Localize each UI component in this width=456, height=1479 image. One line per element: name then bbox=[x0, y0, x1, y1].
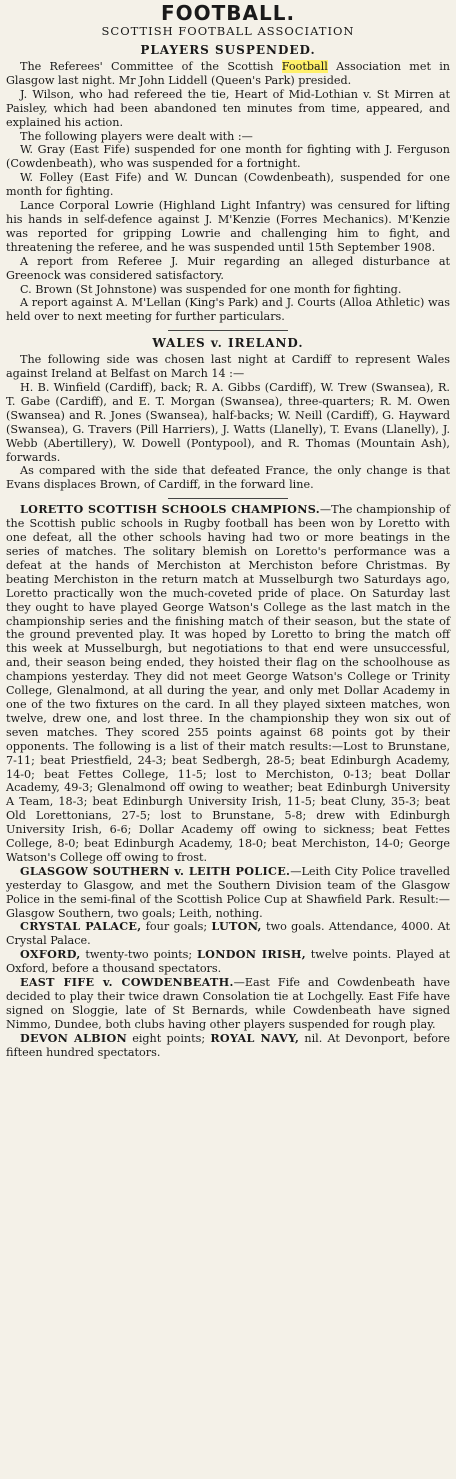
text: twenty-two points; bbox=[80, 948, 198, 962]
text: eight points; bbox=[127, 1031, 211, 1045]
paragraph: A report from Referee J. Muir regarding an alleged disturbance at Greenock was considered satisfactory. bbox=[6, 254, 450, 282]
article-lead: GLASGOW SOUTHERN v. LEITH POLICE. bbox=[20, 863, 291, 878]
article-body: —The championship of the Scottish public schools in Rugby football has been won by Loretto with one defeat, all the other schools having had two or more beatings in the series of matches. The solitary blemish on Loretto's performance was a defeat at the hands of Merchiston at Merchiston before Christmas. By beating Merchiston in the return match at Musselburgh two Saturdays ago, Loretto practically won the much-coveted pride of place. On Saturday last they ought to have played George Watson's College as the last match in the championship series and the finishing match of their season, but the state of the ground prevented play. It was hoped by Loretto to bring the match off this week at Musselburgh, but negotiations to that end were unsuccessful, and, their season being ended, they hoisted their flag on the schoolhouse as champions yesterday. They did not meet George Watson's College or Trinity College, Glenalmond, at all during the year, and only met Dollar Academy in one of the two fixtures on the card. In all they played sixteen matches, won twelve, drew one, and lost three. In the championship they won six out of seven matches. They scored 255 points against 68 points got by their opponents. The following is a list of their match results:—Lost to Brunstane, 7-11; beat Priestfield, 24-3; beat Sedbergh, 28-5; beat Edinburgh Academy, 14-0; beat Fettes College, 11-5; lost to Merchiston, 0-13; beat Dollar Academy, 49-3; Glenalmond off owing to weather; beat Edinburgh University A Team, 18-3; beat Edinburgh University Irish, 11-5; beat Cluny, 35-3; beat Old Lorettonians, 27-5; lost to Brunstane, 5-8; drew with Edinburgh University Irish, 6-6; Dollar Academy off owing to sickness; beat Fettes College, 8-0; beat Edinburgh Academy, 18-0; beat Merchiston, 14-0; George Watson's College off owing to frost. bbox=[6, 503, 450, 864]
text: The Referees' Committee of the Scottish bbox=[20, 60, 282, 73]
paragraph: C. Brown (St Johnstone) was suspended for one month for fighting. bbox=[20, 282, 402, 296]
article-lead: LORETTO SCOTTISH SCHOOLS CHAMPIONS. bbox=[20, 502, 320, 517]
text: Association met in Glasgow last night. Mr John Liddell (Queen's Park) presided. bbox=[6, 60, 450, 87]
paragraph: A report against A. M'Lellan (King's Park) and J. Courts (Alloa Athletic) was held over to next meeting for further particulars. bbox=[6, 296, 450, 324]
article-devon-albion bbox=[6, 1032, 450, 1060]
article-lead: OXFORD, bbox=[20, 947, 81, 962]
paragraph: H. B. Winfield (Cardiff), back; R. A. Gibbs (Cardiff), W. Trew (Swansea), R. T. Gabe (Cardiff), and E. T. Morgan (Swansea), three-quarters; R. M. Owen (Swansea) and R. Jones (Swansea), half-backs; W. Neill (Cardiff), G. Hayward (Swansea), G. Travers (Pill Harriers), J. Watts (Llanelly), T. Evans (Llanelly), J. Webb (Abertillery), W. Dowell (Pontypool), and R. Thomas (Mountain Ash), forwards. bbox=[6, 381, 450, 464]
article-body: twelve points. Played at Oxford, before a thousand spectators. bbox=[6, 948, 450, 976]
paragraph bbox=[6, 60, 450, 88]
paragraph bbox=[6, 503, 450, 865]
highlighted-term: Football bbox=[281, 60, 328, 73]
paragraph: W. Folley (East Fife) and W. Duncan (Cowdenbeath), suspended for one month for fighting. bbox=[6, 171, 450, 199]
paragraph: As compared with the side that defeated France, the only change is that Evans displaces Brown, of Cardiff, in the forward line. bbox=[6, 464, 450, 492]
section-heading: PLAYERS SUSPENDED. bbox=[140, 43, 316, 57]
paragraph bbox=[6, 920, 450, 948]
article-lead: DEVON ALBION bbox=[20, 1030, 128, 1045]
paragraph bbox=[6, 1032, 450, 1060]
article-body: two goals. Attendance, 4000. At Crystal Palace. bbox=[6, 920, 450, 948]
paragraph bbox=[6, 865, 450, 921]
text: four goals; bbox=[141, 920, 212, 934]
article-body: —East Fife and Cowdenbeath have decided to play their twice drawn Consolation tie at Lochgelly. East Fife have signed on Sloggie, late of St Bernards, while Cowdenbeath have signed Nimmo, Dundee, both clubs having other players suspended for rough play. bbox=[6, 976, 450, 1031]
paragraph: The following side was chosen last night at Cardiff to represent Wales against Ireland at Belfast on March 14 :— bbox=[6, 353, 450, 381]
paragraph bbox=[6, 976, 450, 1032]
article-lead: EAST FIFE v. COWDENBEATH. bbox=[20, 975, 234, 990]
paragraph: Lance Corporal Lowrie (Highland Light Infantry) was censured for lifting his hands in self-defence against J. M'Kenzie (Forres Mechanics). M'Kenzie was reported for gripping Lowrie and challenging him to fight, and threatening the referee, and he was suspended until 15th September 1908. bbox=[6, 199, 450, 254]
article-crystal-palace bbox=[6, 920, 450, 948]
article-body: —Leith City Police travelled yesterday to Glasgow, and met the Southern Division team of the Glasgow Police in the semi-final of the Scottish Police Cup at Shawfield Park. Result:—Glasgow Southern, two goals; Leith, nothing. bbox=[6, 864, 450, 920]
article-wales-ireland bbox=[6, 335, 450, 492]
article-lead-2: LUTON, bbox=[211, 919, 262, 934]
section-divider bbox=[168, 330, 288, 331]
paragraph bbox=[6, 948, 450, 976]
article-glasgow-leith bbox=[6, 865, 450, 921]
article-loretto bbox=[6, 503, 450, 865]
article-east-fife bbox=[6, 976, 450, 1032]
paragraph: The following players were dealt with :— bbox=[20, 129, 253, 143]
article-lead: CRYSTAL PALACE, bbox=[20, 919, 142, 934]
article-players-suspended bbox=[6, 42, 450, 324]
article-lead-2: ROYAL NAVY, bbox=[210, 1030, 300, 1045]
article-oxford bbox=[6, 948, 450, 976]
page-title: FOOTBALL. bbox=[160, 1, 296, 25]
paragraph: J. Wilson, who had refereed the tie, Heart of Mid-Lothian v. St Mirren at Paisley, which had been abandoned ten minutes from time, appeared, and explained his action. bbox=[6, 87, 450, 129]
article-lead-2: LONDON IRISH, bbox=[197, 947, 306, 962]
paragraph: W. Gray (East Fife) suspended for one month for fighting with J. Ferguson (Cowdenbeath), who was suspended for a fortnight. bbox=[6, 143, 450, 171]
article-body: nil. At Devonport, before fifteen hundred spectators. bbox=[6, 1031, 450, 1059]
section-divider bbox=[168, 498, 288, 499]
page-subtitle: SCOTTISH FOOTBALL ASSOCIATION bbox=[101, 24, 355, 38]
section-heading: WALES v. IRELAND. bbox=[152, 336, 304, 351]
